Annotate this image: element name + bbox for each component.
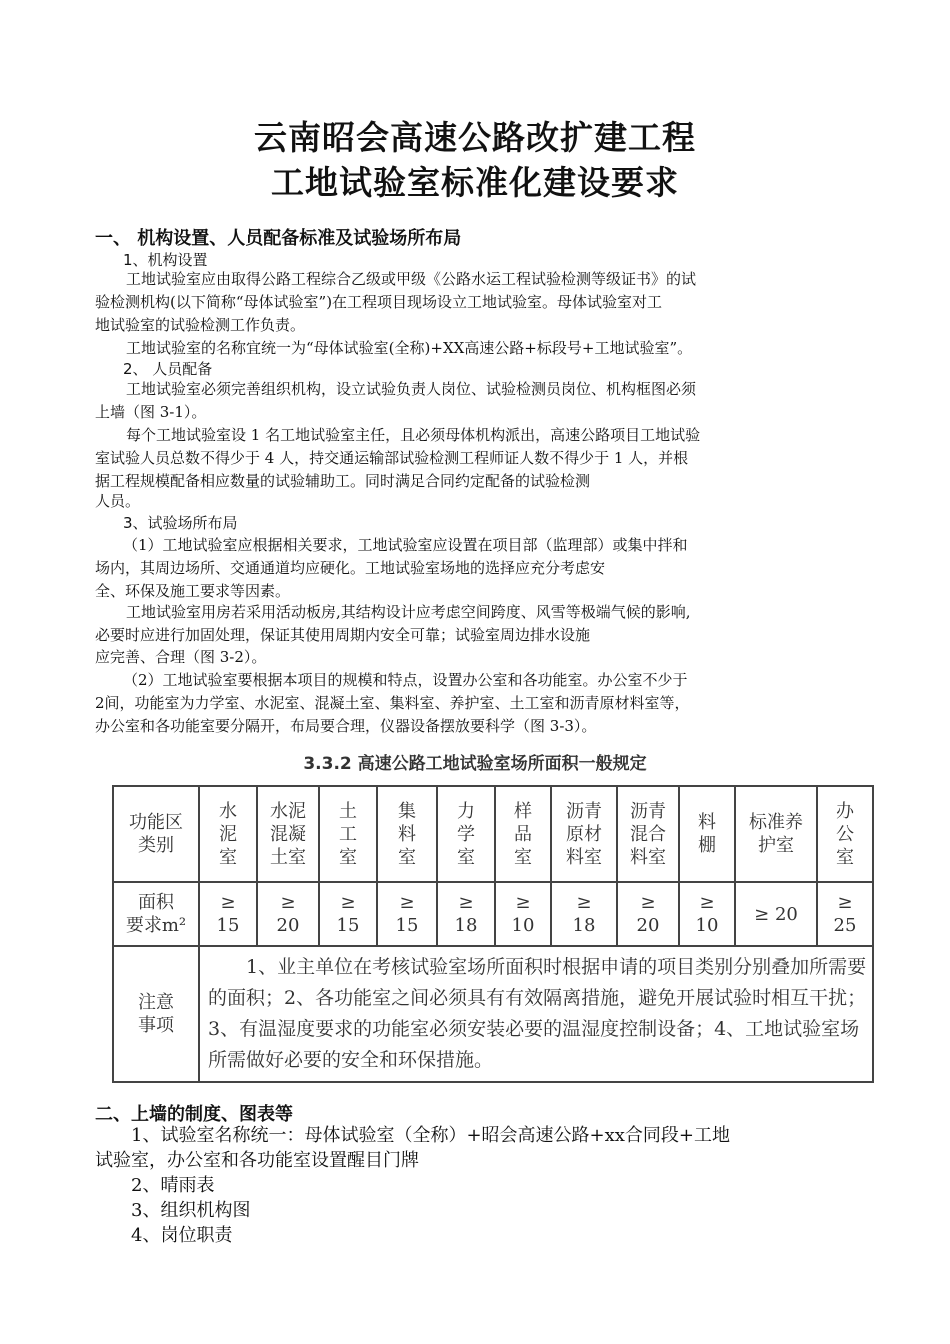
column-header: 沥青 混合 料室	[617, 786, 679, 882]
section2-heading: 二、上墙的制度、图表等	[95, 1104, 293, 1125]
page-title-line1: 云南昭会高速公路改扩建工程	[254, 118, 696, 157]
row-header-area: 面积 要求m²	[113, 882, 199, 946]
table-cell: ≥ 10	[679, 882, 735, 946]
table-cell: ≥ 18	[437, 882, 495, 946]
column-header: 样 品 室	[495, 786, 551, 882]
table-caption: 3.3.2 高速公路工地试验室场所面积一般规定	[303, 754, 647, 774]
column-header: 水 泥 室	[199, 786, 257, 882]
notes-cell: 1、业主单位在考核试验室场所面积时根据申请的项目类别分别叠加所需要的面积；2、各功能室之间必须具有有效隔离措施，避免开展试验时相互干扰；3、有温湿度要求的功能室必须安装必要的温湿度控制设备；4、工地试验室场所需做好必要的安全和环保措施。	[199, 946, 873, 1082]
sub3-p1-line2: 场内，其周边场所、交通通道均应硬化。工地试验室场地的选择应充分考虑安	[95, 559, 606, 577]
section1-heading: 一、 机构设置、人员配备标准及试验场所布局	[95, 228, 462, 249]
column-header: 办 公 室	[817, 786, 873, 882]
sub1-p1-line1: 工地试验室应由取得公路工程综合乙级或甲级《公路水运工程试验检测等级证书》的试	[126, 270, 697, 288]
sub1-heading: 1、机构设置	[123, 251, 208, 269]
section2-item3: 3、组织机构图	[131, 1200, 251, 1221]
column-header: 集 料 室	[377, 786, 437, 882]
sub3-p2-line2: 必要时应进行加固处理，保证其使用周期内安全可靠；试验室周边排水设施	[95, 626, 591, 644]
column-header: 力 学 室	[437, 786, 495, 882]
sub2-p1-line1: 工地试验室必须完善组织机构，设立试验负责人岗位、试验检测员岗位、机构框图必须	[126, 380, 697, 398]
table-cell: ≥ 18	[551, 882, 617, 946]
sub1-p1-line2: 验检测机构(以下简称“母体试验室”)在工程项目现场设立工地试验室。母体试验室对工	[95, 293, 663, 311]
section2-item1-line2: 试验室，办公室和各功能室设置醒目门牌	[95, 1150, 419, 1171]
table-cell: ≥ 10	[495, 882, 551, 946]
section2-item2: 2、晴雨表	[131, 1175, 215, 1196]
sub3-p3-line2: 2间，功能室为力学室、水泥室、混凝土室、集料室、养护室、土工室和沥青原材料室等，	[95, 694, 690, 712]
section2-item1-line1: 1、试验室名称统一：母体试验室（全称）+昭会高速公路+xx合同段+工地	[131, 1125, 730, 1146]
table-row	[113, 786, 873, 882]
sub3-p3-line3: 办公室和各功能室要分隔开，布局要合理，仪器设备摆放要科学（图 3-3）。	[95, 717, 597, 735]
sub3-p1-line1: （1）工地试验室应根据相关要求，工地试验室应设置在项目部（监理部）或集中拌和	[123, 536, 688, 554]
sub1-p2: 工地试验室的名称宜统一为“母体试验室(全称)+XX高速公路+标段号+工地试验室”。	[126, 339, 693, 357]
sub2-heading: 2、 人员配备	[123, 360, 213, 378]
table-row	[113, 946, 873, 1082]
area-requirements-table	[112, 785, 874, 1083]
sub3-p2-line1: 工地试验室用房若采用活动板房,其结构设计应考虑空间跨度、风雪等极端气候的影响,	[126, 603, 691, 621]
table-cell: ≥ 20	[257, 882, 319, 946]
table-cell: ≥ 25	[817, 882, 873, 946]
sub1-p1-line3: 地试验室的试验检测工作负责。	[95, 316, 306, 334]
sub2-p1-line2: 上墙（图 3-1）。	[95, 403, 207, 421]
page-title-line2: 工地试验室标准化建设要求	[271, 163, 679, 202]
sub2-p2-line1: 每个工地试验室设 1 名工地试验室主任，且必须母体机构派出，高速公路项目工地试验	[126, 426, 701, 444]
sub2-p2-line4: 人员。	[95, 492, 141, 510]
column-header: 水泥 混凝 土室	[257, 786, 319, 882]
sub3-p2-line3: 应完善、合理（图 3-2）。	[95, 648, 267, 666]
table-cell: ≥ 15	[377, 882, 437, 946]
sub3-p1-line3: 全、环保及施工要求等因素。	[95, 582, 291, 600]
sub3-heading: 3、试验场所布局	[123, 514, 238, 532]
sub2-p2-line2: 室试验人员总数不得少于 4 人，持交通运输部试验检测工程师证人数不得少于 1 人，并根	[95, 449, 689, 467]
column-header: 标准养 护室	[735, 786, 817, 882]
section2-item4: 4、岗位职责	[131, 1225, 233, 1246]
table-cell: ≥ 15	[319, 882, 377, 946]
column-header: 土 工 室	[319, 786, 377, 882]
table-cell: ≥ 20	[617, 882, 679, 946]
table-cell: ≥ 20	[735, 882, 817, 946]
row-header-category: 功能区 类别	[113, 786, 199, 882]
table-row	[113, 882, 873, 946]
sub2-p2-line3: 据工程规模配备相应数量的试验辅助工。同时满足合同约定配备的试验检测	[95, 472, 591, 490]
column-header: 沥青 原材 料室	[551, 786, 617, 882]
table-cell: ≥ 15	[199, 882, 257, 946]
column-header: 料 棚	[679, 786, 735, 882]
sub3-p3-line1: （2）工地试验室要根据本项目的规模和特点，设置办公室和各功能室。办公室不少于	[123, 671, 688, 689]
row-header-notes: 注意 事项	[113, 946, 199, 1082]
